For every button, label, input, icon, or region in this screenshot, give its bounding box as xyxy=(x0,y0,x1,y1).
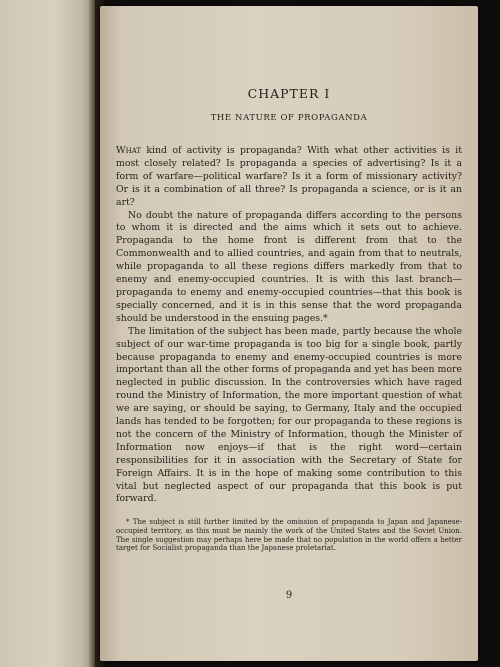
page-number: 9 xyxy=(285,590,293,601)
chapter-subtitle: THE NATURE OF PROPAGANDA xyxy=(210,113,368,123)
page-text xyxy=(116,86,462,560)
paragraph-3: The limitation of the subject has been made, partly because the whole subject of our war-time propaganda is too big for a single book, partly because propaganda to enemy and enemy-occupied countries is more important than all the other forms of propaganda and yet has been more neglected in public discussion. In the controversies which have raged round the Ministry of Information, the more important question of what we are saying, or should be saying, to Germany, Italy and the occupied lands has tended to be forgotten; for our propaganda to these regions is not the concern of the Ministry of Information, though the Minister of Information now enjoys—if that is the right word—certain responsibilities for it in association with the Secretary of State for Foreign Affairs. It is in the hope of making some contribution to this vital but neglected aspect of our propaganda that this book is put forward. xyxy=(116,325,462,505)
paragraph-1-text: kind of activity is propaganda? With what other activities is it most closely related? Is propaganda a species of advertising? Is it a form of warfare—political warfare? Is it a form of missionary activity? Or is it a combination of all three? Is propaganda a science, or is it an art? xyxy=(116,145,462,208)
left-page-edge xyxy=(0,0,95,667)
paragraph-1 xyxy=(116,145,462,210)
chapter-title: CHAPTER I xyxy=(247,86,331,101)
right-page xyxy=(100,6,478,661)
paragraph-1-lead: What xyxy=(116,145,142,156)
paragraph-2: No doubt the nature of propaganda differs according to the persons to whom it is directed and the aims which it sets out to achieve. Propaganda to the home front is different from that to the Commonwealth and to allied countries, and again from that to neutrals, while propaganda to all these regions differs markedly from that to enemy and enemy-occupied countries. It is with this last branch—propaganda to enemy and enemy-occupied countries—that this book is specially concerned, and it is in this sense that the word propaganda should be understood in the ensuing pages.* xyxy=(116,209,462,324)
footnote: * The subject is still further limited by the omission of propaganda to Japan and Japanese-occupied territory, as this must be mainly the work of the United States and the Soviet Union. The single suggestion may perhaps here be made that no population in the world offers a better target for Socialist propaganda than the Japanese proletariat. xyxy=(116,518,462,553)
